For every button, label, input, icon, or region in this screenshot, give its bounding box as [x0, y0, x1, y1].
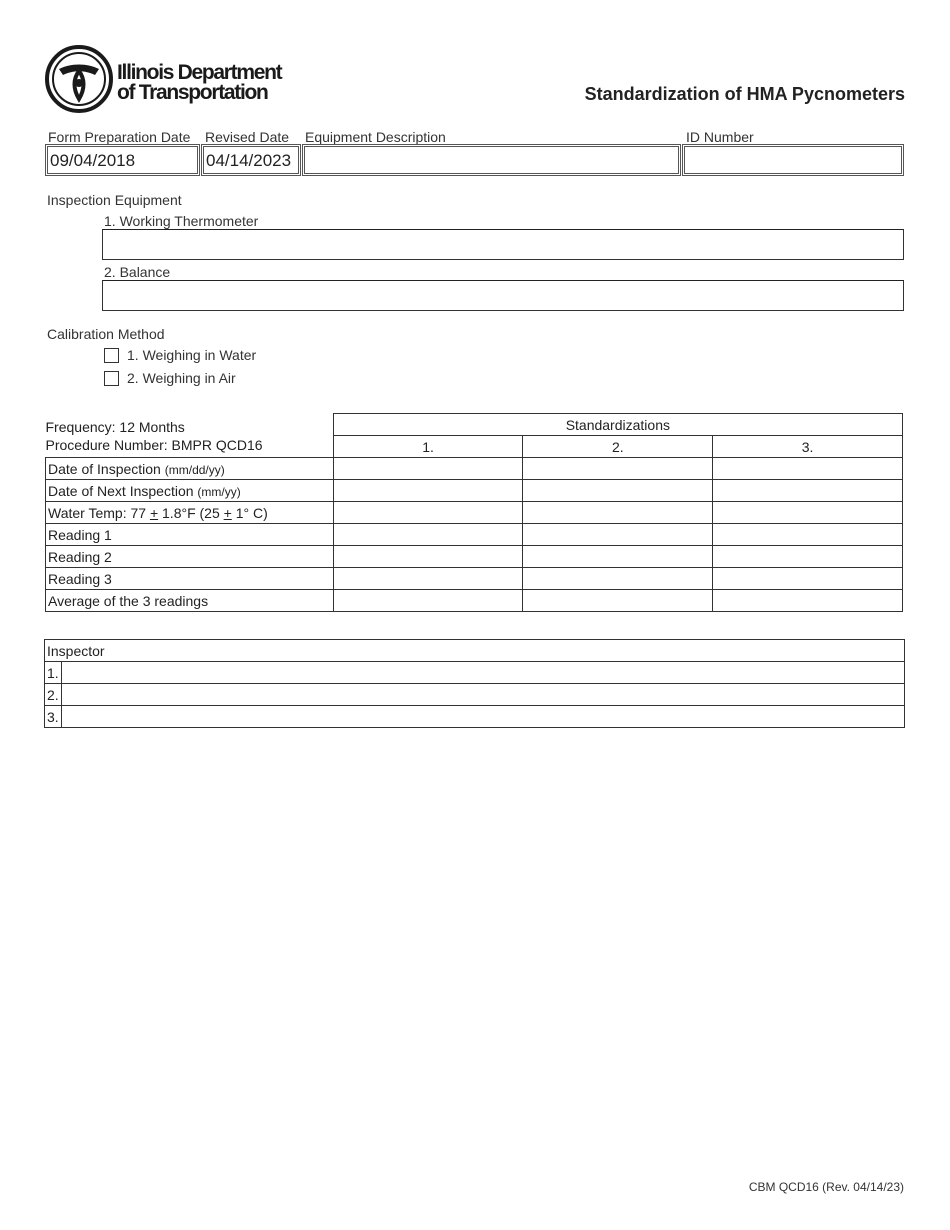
idot-wordmark: Illinois Department of Transportation — [117, 61, 282, 104]
table-row — [46, 480, 903, 502]
row-label-reading-3: Reading 3 — [46, 568, 334, 590]
form-title: Standardization of HMA Pycnometers — [584, 84, 905, 104]
inspector-row-number: 1. — [45, 662, 62, 684]
cell-input[interactable] — [713, 546, 903, 568]
inspector-field[interactable] — [62, 684, 905, 706]
calibration-method-label: Calibration Method — [47, 326, 165, 342]
cell-input[interactable] — [333, 590, 523, 612]
row-label-water-temp: Water Temp: 77 + 1.8°F (25 + 1° C) — [46, 502, 334, 524]
idot-emblem-icon — [45, 45, 113, 113]
table-row — [46, 568, 903, 590]
weighing-in-air-checkbox[interactable] — [104, 371, 119, 386]
cell-input[interactable] — [333, 480, 523, 502]
id-number-field[interactable] — [682, 144, 904, 176]
equipment-desc-field[interactable] — [302, 144, 681, 176]
id-number-label: ID Number — [686, 129, 754, 145]
cell-input[interactable] — [523, 546, 713, 568]
inspection-equipment-label: Inspection Equipment — [47, 192, 182, 208]
cell-input[interactable] — [523, 480, 713, 502]
row-label-date-inspection: Date of Inspection (mm/dd/yy) — [46, 458, 334, 480]
inspector-row-number: 3. — [45, 706, 62, 728]
row-label-reading-1: Reading 1 — [46, 524, 334, 546]
revised-date-label: Revised Date — [205, 129, 290, 145]
inspector-row-number: 2. — [45, 684, 62, 706]
procedure-number-text: Procedure Number: BMPR QCD16 — [45, 437, 263, 453]
table-row — [46, 590, 903, 612]
cell-input[interactable] — [523, 568, 713, 590]
weighing-in-water-option[interactable] — [104, 347, 256, 363]
cell-input[interactable] — [523, 590, 713, 612]
weighing-in-water-checkbox[interactable] — [104, 348, 119, 363]
weighing-in-water-label: 1. Weighing in Water — [127, 347, 257, 363]
cell-input[interactable] — [333, 524, 523, 546]
cell-input[interactable] — [333, 568, 523, 590]
idot-logo — [45, 45, 305, 115]
row-label-reading-2: Reading 2 — [46, 546, 334, 568]
revised-date-field[interactable]: 04/14/2023 — [201, 144, 301, 176]
cell-input[interactable] — [523, 502, 713, 524]
cell-input[interactable] — [713, 502, 903, 524]
table-row — [46, 524, 903, 546]
standardizations-table — [45, 413, 903, 612]
cell-input[interactable] — [713, 524, 903, 546]
standardizations-header: Standardizations — [333, 414, 902, 436]
cell-input[interactable] — [333, 502, 523, 524]
balance-field[interactable] — [102, 280, 904, 311]
inspector-field[interactable] — [62, 706, 905, 728]
column-header-2: 2. — [523, 436, 713, 458]
row-label-date-next: Date of Next Inspection (mm/yy) — [46, 480, 334, 502]
weighing-in-air-label: 2. Weighing in Air — [127, 370, 236, 386]
thermometer-field[interactable] — [102, 229, 904, 260]
table-row — [46, 546, 903, 568]
frequency-text: Frequency: 12 Months — [45, 419, 185, 435]
table-row — [45, 706, 905, 728]
thermometer-label: 1. Working Thermometer — [104, 213, 259, 229]
equipment-desc-label: Equipment Description — [305, 129, 446, 145]
inspector-table — [44, 639, 905, 728]
cell-input[interactable] — [713, 458, 903, 480]
table-row — [46, 458, 903, 480]
inspector-header: Inspector — [45, 640, 905, 662]
cell-input[interactable] — [713, 568, 903, 590]
weighing-in-air-option[interactable] — [104, 370, 236, 386]
table-meta — [46, 414, 334, 458]
cell-input[interactable] — [333, 458, 523, 480]
form-prep-date-field[interactable]: 09/04/2018 — [45, 144, 200, 176]
cell-input[interactable] — [523, 524, 713, 546]
cell-input[interactable] — [333, 546, 523, 568]
table-row — [45, 684, 905, 706]
balance-label: 2. Balance — [104, 264, 171, 280]
table-row — [46, 502, 903, 524]
cell-input[interactable] — [523, 458, 713, 480]
form-prep-date-label: Form Preparation Date — [48, 129, 191, 145]
column-header-1: 1. — [333, 436, 523, 458]
row-label-average: Average of the 3 readings — [46, 590, 334, 612]
column-header-3: 3. — [713, 436, 903, 458]
cell-input[interactable] — [713, 590, 903, 612]
table-row — [45, 662, 905, 684]
form-id-footer: CBM QCD16 (Rev. 04/14/23) — [748, 1180, 904, 1194]
inspector-field[interactable] — [62, 662, 905, 684]
cell-input[interactable] — [713, 480, 903, 502]
